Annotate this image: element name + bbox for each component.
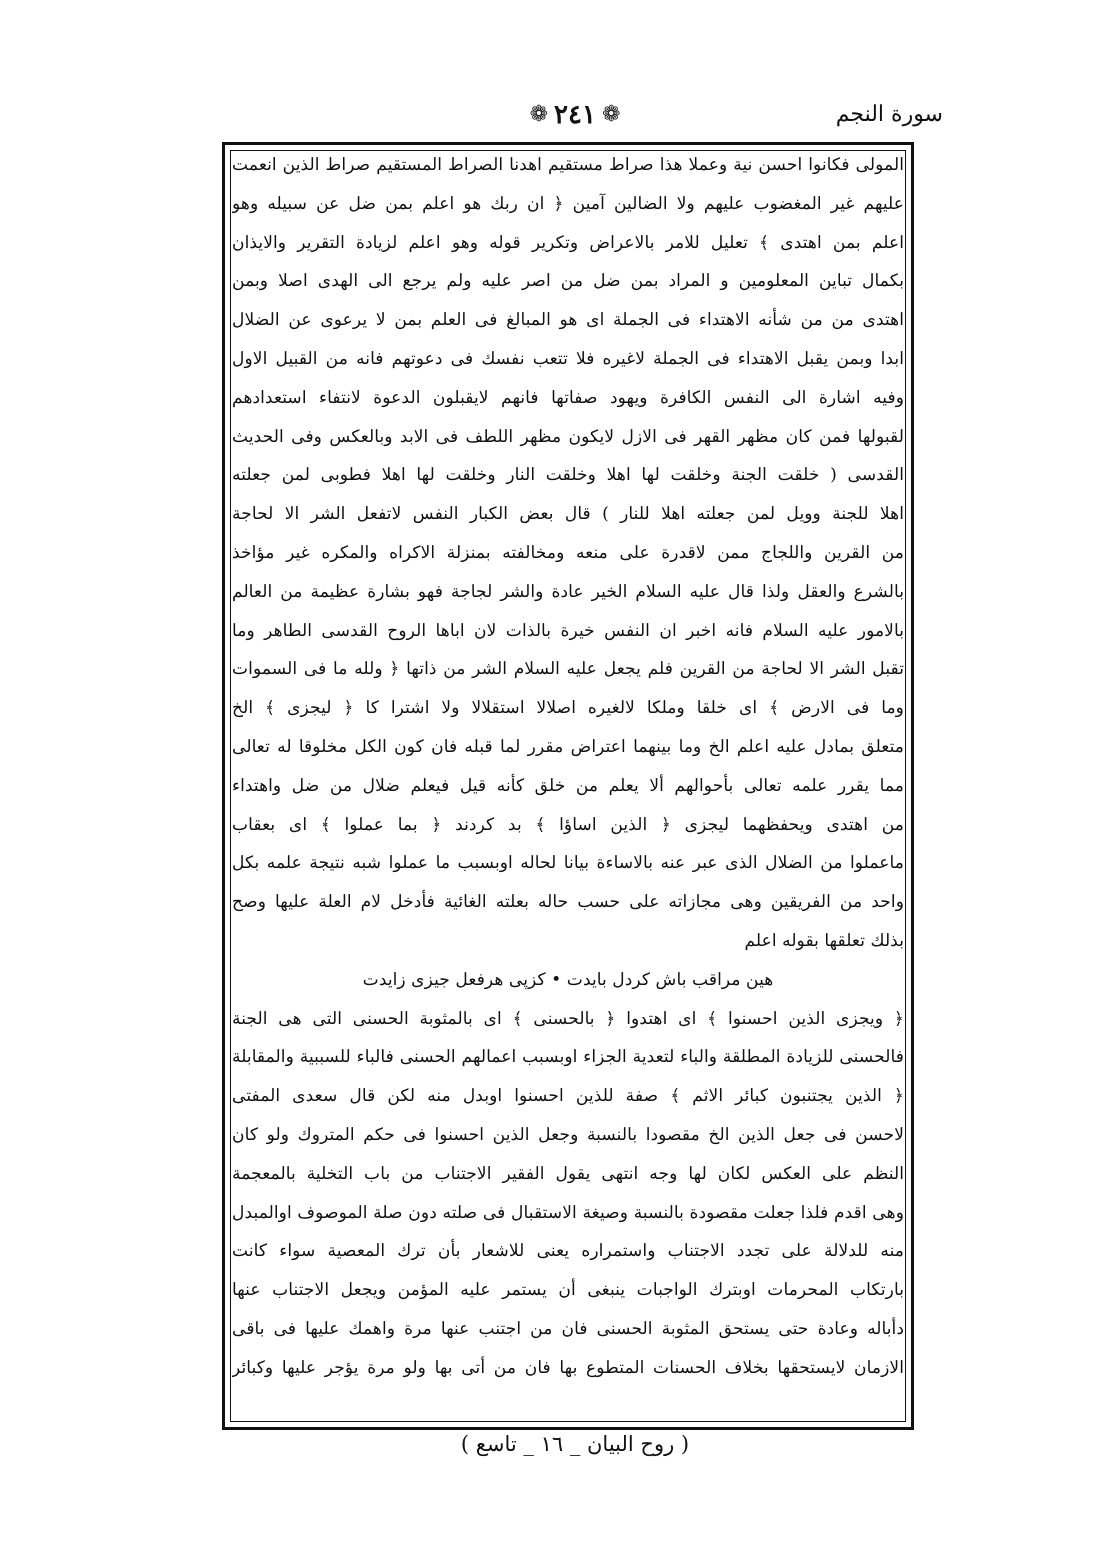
text-line: ﴿ ويجزى الذين احسنوا ﴾ اى اهتدوا ﴿ بالحسنى ﴾ اى بالمثوبة الحسنى التى هى الجنة (232, 1008, 904, 1029)
text-line: القدسى ( خلقت الجنة وخلقت لها اهلا وخلقت النار وخلقت لها اهلا فطوبى لمن جعلته (232, 465, 904, 486)
ornament-right-icon: ❁ (601, 102, 621, 127)
page-footer-signature: ( روح البيان _ ١٦ _ تاسع ) (460, 1432, 690, 1456)
text-line: واحد من الفريقين وهى مجازاته على حسب حاله بعلته الغائية فأدخل لام العلة عليها وصح (232, 892, 904, 913)
text-line: بالامور عليه السلام فانه اخبر ان النفس خيرة بالذات لان اباها الروح القدسى الطاهر وما (232, 620, 904, 641)
text-line: لقبولها فمن كان مظهر القهر فى الازل لايكون مظهر اللطف فى الابد وبالعكس وفى الحديث (232, 426, 904, 447)
text-line: النظم على العكس لكان لها وجه انتهى يقول الفقير الاجتناب من باب التخلية بالمعجمة (232, 1163, 904, 1184)
text-line: مما يقرر علمه تعالى بأحوالهم ألا يعلم من خلق كأنه قيل فيعلم ضلال من ضل واهتداء (232, 775, 904, 796)
text-line: المولى فكانوا احسن نية وعملا هذا صراط مستقيم اهدنا الصراط المستقيم صراط الذين انعمت (232, 155, 904, 175)
text-line: الازمان لايستحقها بخلاف الحسنات المتطوع بها فان من أتى بها ولو مرة يؤجر عليها وكبائر (232, 1357, 904, 1378)
text-line: ﴿ الذين يجتنبون كبائر الاثم ﴾ صفة للذين احسنوا اوبدل منه لكن قال سعدى المفتى (232, 1086, 904, 1107)
text-line: وما فى الارض ﴾ اى خلقا وملكا لالغيره اصلالا استقلالا ولا اشترا كا ﴿ ليجزى ﴾ الخ (232, 698, 904, 719)
text-line: متعلق بمادل عليه اعلم الخ وما بينهما اعتراض مقرر لما قبله فان كون الكل مخلوقا له تعالى (232, 736, 904, 757)
page-number: ٢٤١ (554, 100, 596, 130)
text-line: عليهم غير المغضوب عليهم ولا الضالين آمين ﴿ ان ربك هو اعلم بمن ضل عن سبيله وهو (232, 193, 904, 214)
surah-title: سورة النجم (835, 102, 943, 127)
text-line: من القرين واللجاج ممن لاقدرة على منعه ومخالفته بمنزلة الاكراه والمكره غير مؤاخذ (232, 542, 904, 563)
text-line: دأباله وعادة حتى يستحق المثوبة الحسنى فان من اجتنب عنها مرة واهمك عليها فى باقى (232, 1318, 904, 1339)
text-line: اهلا للجنة وويل لمن جعلته اهلا للنار ) قال بعض الكبار النفس لاتفعل الشر الا لحاجة (232, 504, 904, 525)
page-header (205, 100, 945, 142)
text-line: تقبل الشر الا لحاجة من القرين فلم يجعل عليه السلام الشر من ذاتها ﴿ ولله ما فى السموات (232, 659, 904, 680)
text-line: ماعملوا من الضلال الذى عبر عنه بالاساءة بيانا لحاله اوبسبب ما عملوا شبه نتيجة علمه بكل (232, 853, 904, 874)
text-line: اهتدى من من شأنه الاهتداء فى الجملة اى هو المبالغ فى العلم بمن لا يرعوى عن الضلال (232, 310, 904, 331)
text-line: من اهتدى ويحفظهما ليجزى ﴿ الذين اساؤا ﴾ بد كردند ﴿ بما عملوا ﴾ اى بعقاب (232, 814, 904, 835)
text-line: لاحسن فى جعل الذين الخ مقصودا بالنسبة وجعل الذين احسنوا فى حكم المتروك ولو كان (232, 1124, 904, 1145)
persian-verse-line: هين مراقب باش كردل بايدت • كزپى هرفعل جيزى زايدت (362, 969, 774, 990)
text-line: منه للدلالة على تجدد الاجتناب واستمراره يعنى للاشعار بأن ترك المعصية سواء كانت (232, 1241, 904, 1262)
text-line: اعلم بمن اهتدى ﴾ تعليل للامر بالاعراض وتكرير قوله وهو اعلم لزيادة التقرير والايذان (232, 232, 904, 253)
text-line: فالحسنى للزيادة المطلقة والباء لتعدية الجزاء اوبسبب اعمالهم الحسنى فالباء للسببية والمقابلة (232, 1047, 904, 1068)
text-line: ابدا وبمن يقبل الاهتداء فى الجملة لاغيره فلا تتعب نفسك فى دعوتهم فانه من القبيل الاول (232, 348, 904, 369)
text-line: وفيه اشارة الى النفس الكافرة ويهود صفاتها فانهم لايقبلون الدعوة لانتفاء استعدادهم (232, 387, 904, 408)
page-number-block (530, 100, 621, 130)
body-text (232, 146, 904, 1424)
text-line: بذلك تعلقها بقوله اعلم (744, 930, 904, 951)
text-line: بارتكاب المحرمات اوبترك الواجبات ينبغى أن يستمر عليه المؤمن ويجعل الاجتناب عنها (232, 1280, 904, 1301)
text-line: بالشرع والعقل ولذا قال عليه السلام الخير عادة والشر لجاجة فهو بشارة عظيمة من العالم (232, 581, 904, 602)
text-line: بكمال تباين المعلومين و المراد بمن ضل من اصر عليه ولم يرجع الى الهدى اصلا وبمن (232, 271, 904, 292)
ornament-left-icon: ❁ (529, 102, 549, 127)
text-line: وهى اقدم فلذا جعلت مقصودة بالنسبة وصيغة الاستقبال فى صلته دون صلة الموصوف اوالمبدل (232, 1202, 904, 1223)
